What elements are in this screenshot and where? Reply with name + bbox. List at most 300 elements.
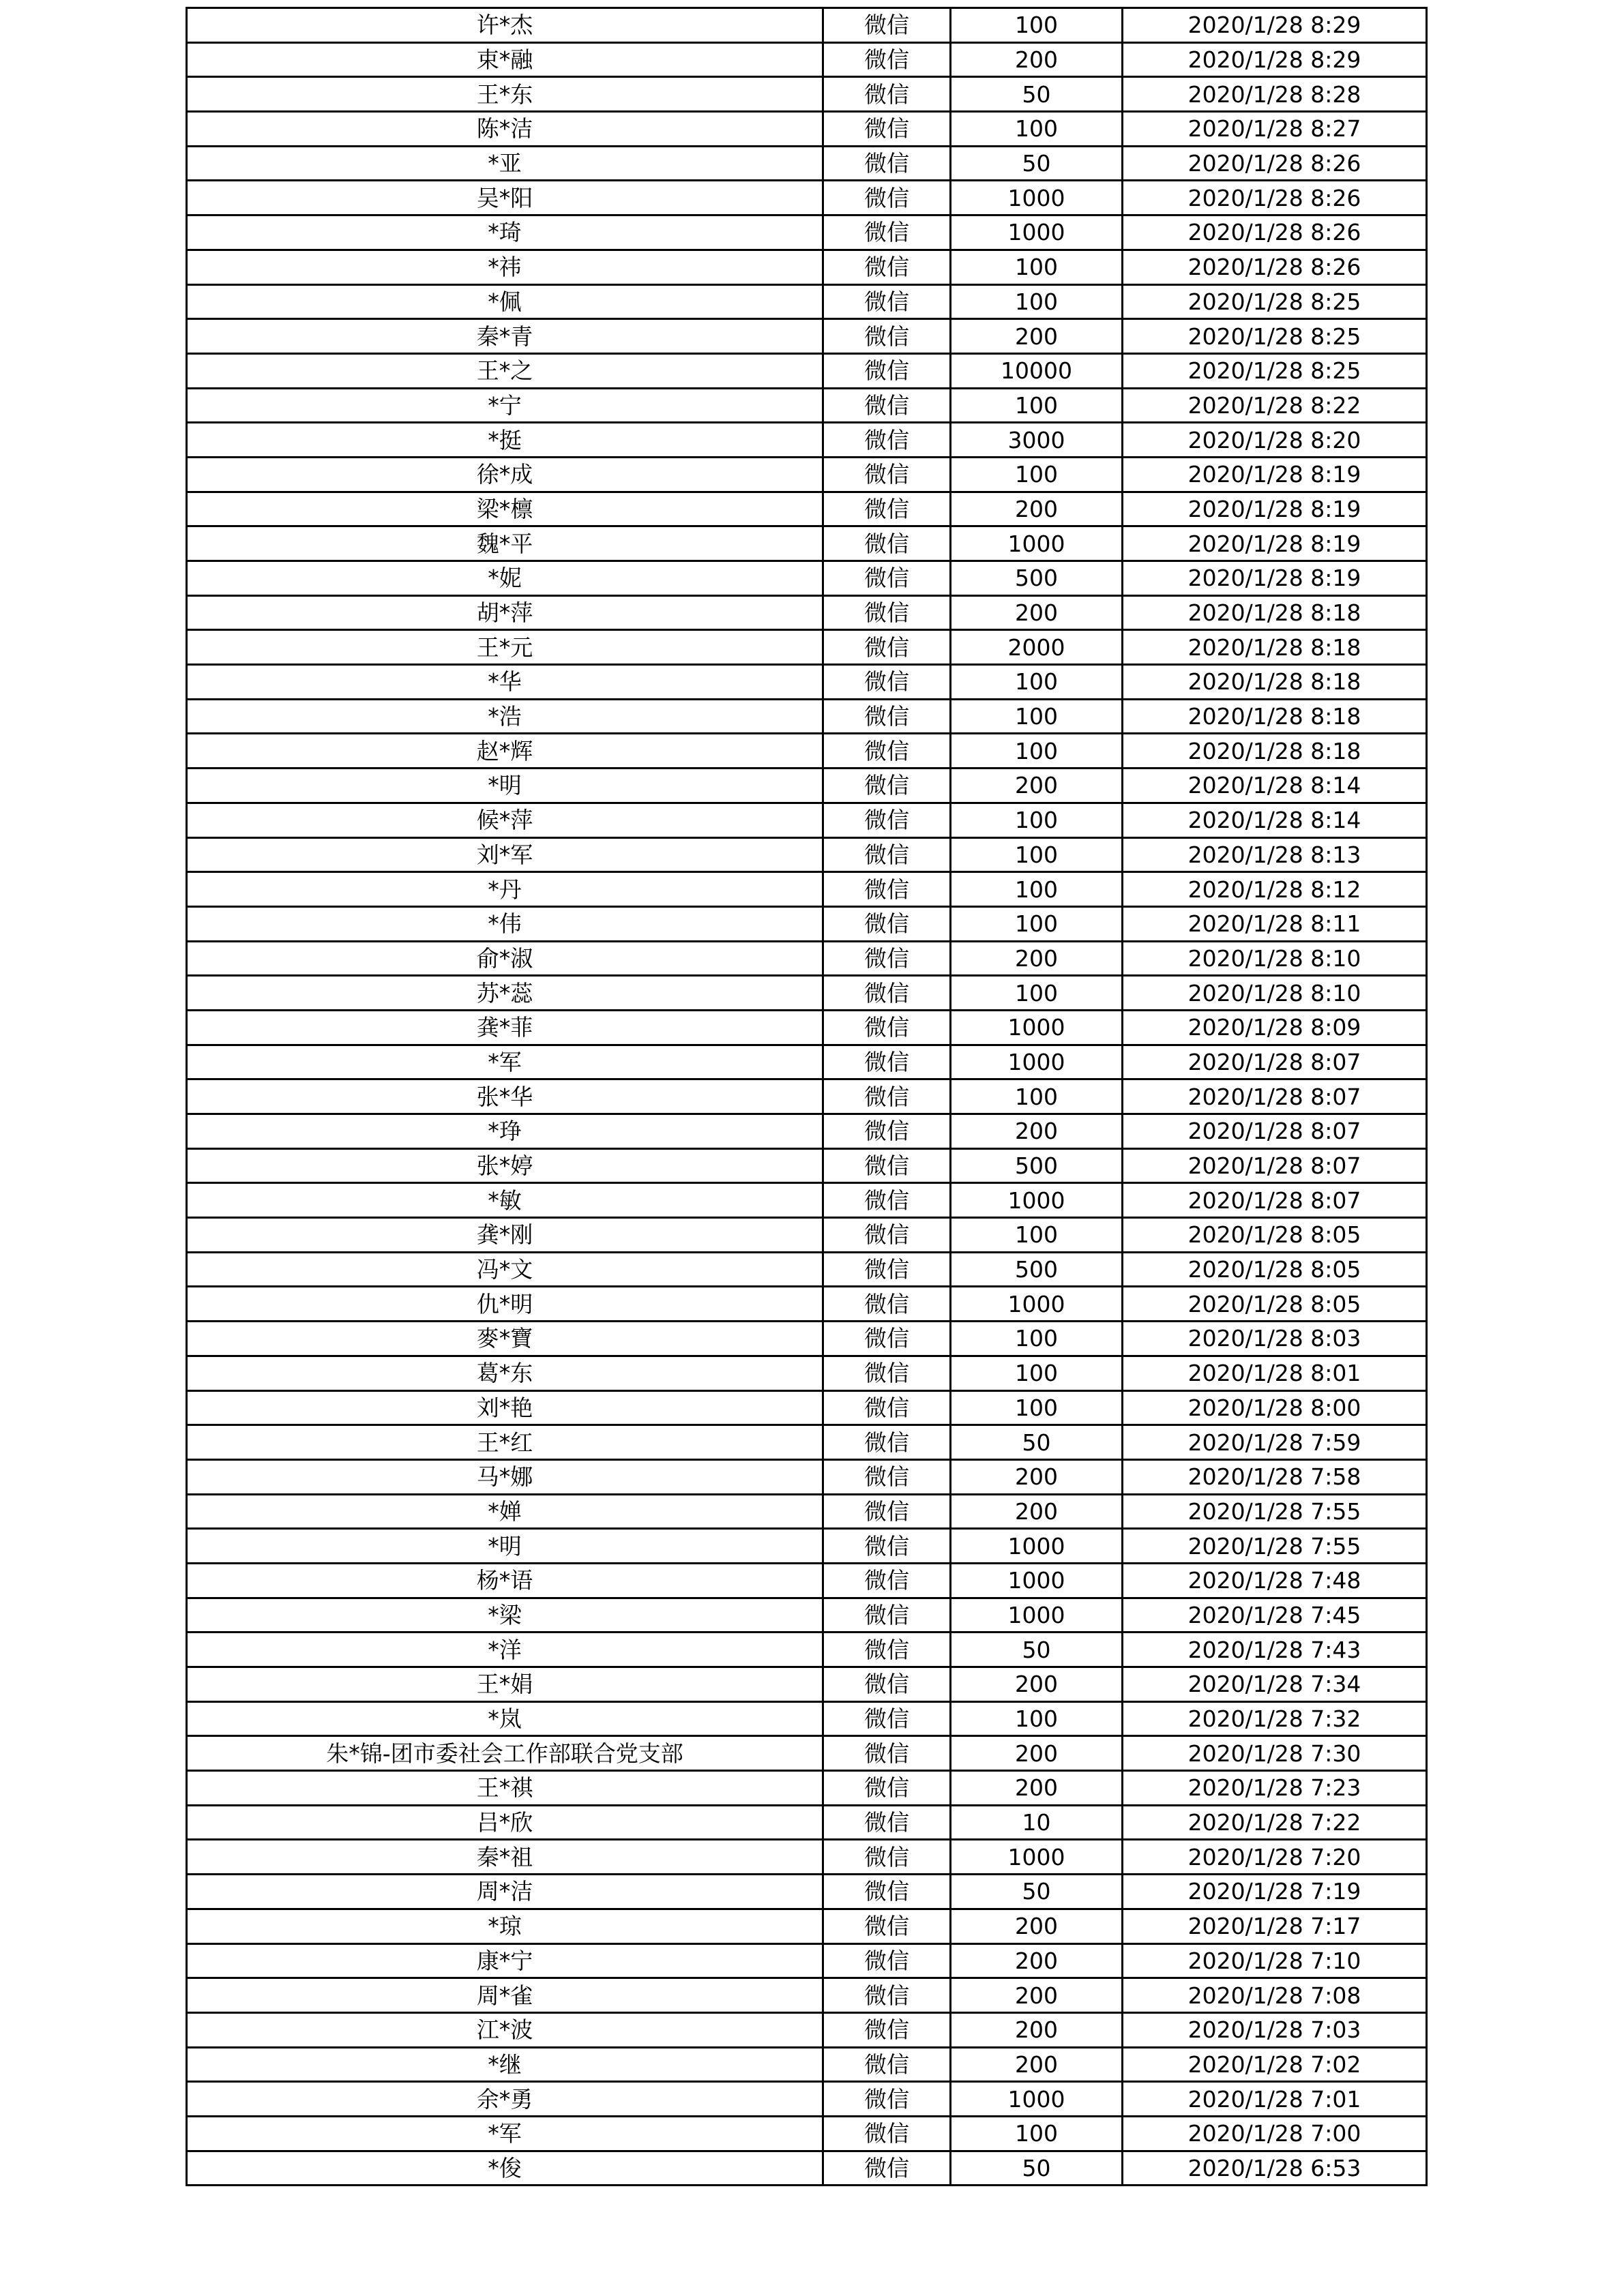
donor-name-cell: 江*波	[187, 2012, 823, 2047]
table-row	[187, 1287, 1427, 1322]
donation-time-cell: 2020/1/28 7:55	[1123, 1494, 1427, 1529]
donation-time-cell: 2020/1/28 8:05	[1123, 1218, 1427, 1253]
donor-name-cell: 胡*萍	[187, 595, 823, 630]
donor-name-cell: 王*之	[187, 353, 823, 388]
table-row	[187, 837, 1427, 872]
table-row	[187, 1494, 1427, 1529]
donation-rows	[187, 8, 1427, 2186]
table-row	[187, 1322, 1427, 1356]
donation-time-cell: 2020/1/28 7:08	[1123, 1978, 1427, 2013]
amount-cell: 100	[951, 1390, 1123, 1425]
donation-time-cell: 2020/1/28 7:22	[1123, 1805, 1427, 1840]
table-row	[187, 42, 1427, 77]
amount-cell: 200	[951, 1114, 1123, 1149]
payment-channel-cell: 微信	[823, 1667, 951, 1702]
payment-channel-cell: 微信	[823, 837, 951, 872]
donor-name-cell: 仇*明	[187, 1287, 823, 1322]
payment-channel-cell: 微信	[823, 1943, 951, 1978]
donor-name-cell: *挺	[187, 423, 823, 458]
donor-name-cell: *宁	[187, 388, 823, 423]
table-row	[187, 699, 1427, 734]
donor-name-cell: 刘*军	[187, 837, 823, 872]
table-row	[187, 1805, 1427, 1840]
amount-cell: 100	[951, 1079, 1123, 1114]
donation-time-cell: 2020/1/28 8:05	[1123, 1287, 1427, 1322]
amount-cell: 1000	[951, 1529, 1123, 1564]
payment-channel-cell: 微信	[823, 1736, 951, 1771]
amount-cell: 100	[951, 976, 1123, 1011]
payment-channel-cell: 微信	[823, 906, 951, 941]
table-row	[187, 1390, 1427, 1425]
donor-name-cell: 杨*语	[187, 1563, 823, 1598]
table-row	[187, 1840, 1427, 1875]
donor-name-cell: 许*杰	[187, 8, 823, 43]
amount-cell: 100	[951, 250, 1123, 284]
donation-time-cell: 2020/1/28 7:01	[1123, 2082, 1427, 2117]
donor-name-cell: 王*元	[187, 630, 823, 665]
table-row	[187, 1425, 1427, 1460]
table-row	[187, 423, 1427, 458]
donor-name-cell: 候*萍	[187, 803, 823, 837]
donation-time-cell: 2020/1/28 8:12	[1123, 872, 1427, 907]
payment-channel-cell: 微信	[823, 2116, 951, 2151]
amount-cell: 200	[951, 1667, 1123, 1702]
amount-cell: 1000	[951, 1010, 1123, 1045]
donation-time-cell: 2020/1/28 8:28	[1123, 77, 1427, 112]
payment-channel-cell: 微信	[823, 769, 951, 803]
payment-channel-cell: 微信	[823, 1701, 951, 1736]
table-row	[187, 215, 1427, 250]
amount-cell: 100	[951, 457, 1123, 492]
donation-time-cell: 2020/1/28 7:58	[1123, 1459, 1427, 1494]
amount-cell: 100	[951, 388, 1123, 423]
payment-channel-cell: 微信	[823, 2082, 951, 2117]
donor-name-cell: *梁	[187, 1598, 823, 1632]
payment-channel-cell: 微信	[823, 1840, 951, 1875]
table-row	[187, 526, 1427, 561]
payment-channel-cell: 微信	[823, 1010, 951, 1045]
donation-time-cell: 2020/1/28 8:27	[1123, 112, 1427, 147]
payment-channel-cell: 微信	[823, 872, 951, 907]
amount-cell: 500	[951, 1252, 1123, 1287]
donor-name-cell: 周*洁	[187, 1875, 823, 1909]
payment-channel-cell: 微信	[823, 1529, 951, 1564]
payment-channel-cell: 微信	[823, 665, 951, 700]
payment-channel-cell: 微信	[823, 2047, 951, 2082]
donation-time-cell: 2020/1/28 8:10	[1123, 976, 1427, 1011]
amount-cell: 100	[951, 665, 1123, 700]
payment-channel-cell: 微信	[823, 112, 951, 147]
payment-channel-cell: 微信	[823, 595, 951, 630]
donation-time-cell: 2020/1/28 7:17	[1123, 1909, 1427, 1943]
amount-cell: 100	[951, 1356, 1123, 1390]
table-row	[187, 388, 1427, 423]
donation-time-cell: 2020/1/28 8:26	[1123, 146, 1427, 181]
payment-channel-cell: 微信	[823, 1183, 951, 1218]
amount-cell: 100	[951, 1701, 1123, 1736]
donation-time-cell: 2020/1/28 8:09	[1123, 1010, 1427, 1045]
table-row	[187, 1736, 1427, 1771]
amount-cell: 200	[951, 42, 1123, 77]
payment-channel-cell: 微信	[823, 1632, 951, 1667]
donation-time-cell: 2020/1/28 8:18	[1123, 595, 1427, 630]
payment-channel-cell: 微信	[823, 181, 951, 215]
table-row	[187, 1771, 1427, 1806]
donation-time-cell: 2020/1/28 8:29	[1123, 42, 1427, 77]
donation-time-cell: 2020/1/28 8:01	[1123, 1356, 1427, 1390]
amount-cell: 100	[951, 803, 1123, 837]
payment-channel-cell: 微信	[823, 1079, 951, 1114]
payment-channel-cell: 微信	[823, 1909, 951, 1943]
donation-time-cell: 2020/1/28 8:14	[1123, 769, 1427, 803]
donor-name-cell: 周*雀	[187, 1978, 823, 2013]
payment-channel-cell: 微信	[823, 457, 951, 492]
table-row	[187, 1978, 1427, 2013]
table-row	[187, 561, 1427, 596]
donor-name-cell: 苏*蕊	[187, 976, 823, 1011]
table-row	[187, 1010, 1427, 1045]
table-row	[187, 457, 1427, 492]
payment-channel-cell: 微信	[823, 1978, 951, 2013]
payment-channel-cell: 微信	[823, 1218, 951, 1253]
amount-cell: 1000	[951, 1183, 1123, 1218]
payment-channel-cell: 微信	[823, 284, 951, 319]
amount-cell: 1000	[951, 1287, 1123, 1322]
donation-table	[186, 7, 1428, 2186]
donation-time-cell: 2020/1/28 8:25	[1123, 319, 1427, 354]
amount-cell: 100	[951, 699, 1123, 734]
amount-cell: 200	[951, 1943, 1123, 1978]
payment-channel-cell: 微信	[823, 1322, 951, 1356]
donor-name-cell: 秦*祖	[187, 1840, 823, 1875]
donation-time-cell: 2020/1/28 8:03	[1123, 1322, 1427, 1356]
donation-time-cell: 2020/1/28 8:19	[1123, 526, 1427, 561]
amount-cell: 100	[951, 837, 1123, 872]
donation-time-cell: 2020/1/28 8:20	[1123, 423, 1427, 458]
table-row	[187, 1356, 1427, 1390]
donor-name-cell: 束*融	[187, 42, 823, 77]
donor-name-cell: *琼	[187, 1909, 823, 1943]
donation-time-cell: 2020/1/28 8:18	[1123, 665, 1427, 700]
amount-cell: 1000	[951, 215, 1123, 250]
amount-cell: 1000	[951, 2082, 1123, 2117]
donation-time-cell: 2020/1/28 7:30	[1123, 1736, 1427, 1771]
donor-name-cell: 赵*辉	[187, 734, 823, 769]
payment-channel-cell: 微信	[823, 561, 951, 596]
amount-cell: 200	[951, 1494, 1123, 1529]
donation-time-cell: 2020/1/28 7:10	[1123, 1943, 1427, 1978]
amount-cell: 200	[951, 1736, 1123, 1771]
table-row	[187, 77, 1427, 112]
amount-cell: 1000	[951, 1598, 1123, 1632]
amount-cell: 50	[951, 1875, 1123, 1909]
donation-time-cell: 2020/1/28 7:19	[1123, 1875, 1427, 1909]
donor-name-cell: 王*娟	[187, 1667, 823, 1702]
table-row	[187, 2047, 1427, 2082]
payment-channel-cell: 微信	[823, 353, 951, 388]
donor-name-cell: 龚*菲	[187, 1010, 823, 1045]
amount-cell: 1000	[951, 1840, 1123, 1875]
table-row	[187, 2012, 1427, 2047]
payment-channel-cell: 微信	[823, 2012, 951, 2047]
table-row	[187, 1218, 1427, 1253]
donor-name-cell: 冯*文	[187, 1252, 823, 1287]
payment-channel-cell: 微信	[823, 492, 951, 526]
donation-time-cell: 2020/1/28 6:53	[1123, 2151, 1427, 2186]
donation-time-cell: 2020/1/28 8:18	[1123, 699, 1427, 734]
donation-time-cell: 2020/1/28 8:19	[1123, 561, 1427, 596]
donation-time-cell: 2020/1/28 8:29	[1123, 8, 1427, 43]
table-row	[187, 112, 1427, 147]
donor-name-cell: 吕*欣	[187, 1805, 823, 1840]
amount-cell: 200	[951, 941, 1123, 976]
payment-channel-cell: 微信	[823, 1875, 951, 1909]
donation-time-cell: 2020/1/28 8:07	[1123, 1114, 1427, 1149]
table-row	[187, 1079, 1427, 1114]
donation-time-cell: 2020/1/28 8:25	[1123, 284, 1427, 319]
donor-name-cell: *佩	[187, 284, 823, 319]
table-row	[187, 906, 1427, 941]
donor-name-cell: *伟	[187, 906, 823, 941]
table-row	[187, 181, 1427, 215]
donor-name-cell: 秦*青	[187, 319, 823, 354]
donor-name-cell: *丹	[187, 872, 823, 907]
donation-time-cell: 2020/1/28 8:18	[1123, 734, 1427, 769]
table-row	[187, 1598, 1427, 1632]
donation-time-cell: 2020/1/28 7:34	[1123, 1667, 1427, 1702]
table-row	[187, 769, 1427, 803]
donor-name-cell: *敏	[187, 1183, 823, 1218]
table-row	[187, 492, 1427, 526]
table-row	[187, 1632, 1427, 1667]
table-row	[187, 665, 1427, 700]
amount-cell: 100	[951, 2116, 1123, 2151]
donation-time-cell: 2020/1/28 7:32	[1123, 1701, 1427, 1736]
donor-name-cell: 马*娜	[187, 1459, 823, 1494]
donation-time-cell: 2020/1/28 7:55	[1123, 1529, 1427, 1564]
amount-cell: 1000	[951, 526, 1123, 561]
donor-name-cell: 王*东	[187, 77, 823, 112]
amount-cell: 10	[951, 1805, 1123, 1840]
donor-name-cell: 葛*东	[187, 1356, 823, 1390]
donor-name-cell: 康*宁	[187, 1943, 823, 1978]
table-row	[187, 319, 1427, 354]
payment-channel-cell: 微信	[823, 423, 951, 458]
donation-time-cell: 2020/1/28 8:18	[1123, 630, 1427, 665]
table-row	[187, 146, 1427, 181]
payment-channel-cell: 微信	[823, 42, 951, 77]
donor-name-cell: *浩	[187, 699, 823, 734]
donation-time-cell: 2020/1/28 8:22	[1123, 388, 1427, 423]
amount-cell: 1000	[951, 181, 1123, 215]
amount-cell: 100	[951, 284, 1123, 319]
payment-channel-cell: 微信	[823, 1563, 951, 1598]
payment-channel-cell: 微信	[823, 1598, 951, 1632]
table-row	[187, 1563, 1427, 1598]
amount-cell: 50	[951, 1632, 1123, 1667]
amount-cell: 50	[951, 146, 1123, 181]
donor-name-cell: *洋	[187, 1632, 823, 1667]
amount-cell: 200	[951, 1459, 1123, 1494]
payment-channel-cell: 微信	[823, 319, 951, 354]
amount-cell: 3000	[951, 423, 1123, 458]
amount-cell: 200	[951, 1909, 1123, 1943]
donation-time-cell: 2020/1/28 8:07	[1123, 1148, 1427, 1183]
donor-name-cell: 吴*阳	[187, 181, 823, 215]
table-row	[187, 872, 1427, 907]
amount-cell: 200	[951, 492, 1123, 526]
donor-name-cell: *军	[187, 2116, 823, 2151]
donation-time-cell: 2020/1/28 7:23	[1123, 1771, 1427, 1806]
payment-channel-cell: 微信	[823, 1805, 951, 1840]
amount-cell: 100	[951, 872, 1123, 907]
amount-cell: 50	[951, 2151, 1123, 2186]
donor-name-cell: *明	[187, 769, 823, 803]
payment-channel-cell: 微信	[823, 388, 951, 423]
table-row	[187, 1459, 1427, 1494]
amount-cell: 200	[951, 1771, 1123, 1806]
donor-name-cell: *岚	[187, 1701, 823, 1736]
amount-cell: 200	[951, 769, 1123, 803]
amount-cell: 50	[951, 77, 1123, 112]
payment-channel-cell: 微信	[823, 1045, 951, 1079]
payment-channel-cell: 微信	[823, 630, 951, 665]
donor-name-cell: 龚*刚	[187, 1218, 823, 1253]
table-row	[187, 595, 1427, 630]
amount-cell: 200	[951, 2012, 1123, 2047]
donation-time-cell: 2020/1/28 8:07	[1123, 1079, 1427, 1114]
donation-time-cell: 2020/1/28 7:03	[1123, 2012, 1427, 2047]
donor-name-cell: 魏*平	[187, 526, 823, 561]
amount-cell: 1000	[951, 1045, 1123, 1079]
donor-name-cell: 王*红	[187, 1425, 823, 1460]
table-row	[187, 1909, 1427, 1943]
donor-name-cell: 王*祺	[187, 1771, 823, 1806]
amount-cell: 200	[951, 319, 1123, 354]
donor-name-cell: 陈*洁	[187, 112, 823, 147]
table-row	[187, 1148, 1427, 1183]
payment-channel-cell: 微信	[823, 8, 951, 43]
payment-channel-cell: 微信	[823, 250, 951, 284]
table-row	[187, 1667, 1427, 1702]
amount-cell: 200	[951, 1978, 1123, 2013]
table-row	[187, 1183, 1427, 1218]
donation-time-cell: 2020/1/28 8:19	[1123, 457, 1427, 492]
donor-name-cell: *俊	[187, 2151, 823, 2186]
table-row	[187, 941, 1427, 976]
amount-cell: 2000	[951, 630, 1123, 665]
donation-time-cell: 2020/1/28 8:19	[1123, 492, 1427, 526]
donation-time-cell: 2020/1/28 8:13	[1123, 837, 1427, 872]
table-row	[187, 8, 1427, 43]
table-row	[187, 1529, 1427, 1564]
donor-name-cell: *华	[187, 665, 823, 700]
donor-name-cell: 朱*锦-团市委社会工作部联合党支部	[187, 1736, 823, 1771]
donor-name-cell: 俞*淑	[187, 941, 823, 976]
donor-name-cell: *琤	[187, 1114, 823, 1149]
table-row	[187, 1701, 1427, 1736]
table-row	[187, 284, 1427, 319]
table-row	[187, 734, 1427, 769]
payment-channel-cell: 微信	[823, 1148, 951, 1183]
amount-cell: 50	[951, 1425, 1123, 1460]
payment-channel-cell: 微信	[823, 803, 951, 837]
table-row	[187, 630, 1427, 665]
donation-time-cell: 2020/1/28 8:14	[1123, 803, 1427, 837]
donor-name-cell: *妮	[187, 561, 823, 596]
payment-channel-cell: 微信	[823, 1356, 951, 1390]
payment-channel-cell: 微信	[823, 1390, 951, 1425]
table-row	[187, 1114, 1427, 1149]
donation-time-cell: 2020/1/28 8:11	[1123, 906, 1427, 941]
donation-time-cell: 2020/1/28 7:59	[1123, 1425, 1427, 1460]
payment-channel-cell: 微信	[823, 699, 951, 734]
amount-cell: 100	[951, 1218, 1123, 1253]
donor-name-cell: 梁*檩	[187, 492, 823, 526]
donation-time-cell: 2020/1/28 8:10	[1123, 941, 1427, 976]
donation-sheet	[186, 7, 1426, 2186]
donor-name-cell: 麥*寶	[187, 1322, 823, 1356]
table-row	[187, 803, 1427, 837]
donation-time-cell: 2020/1/28 8:26	[1123, 215, 1427, 250]
donation-time-cell: 2020/1/28 7:00	[1123, 2116, 1427, 2151]
donation-time-cell: 2020/1/28 8:00	[1123, 1390, 1427, 1425]
payment-channel-cell: 微信	[823, 1287, 951, 1322]
donation-time-cell: 2020/1/28 7:45	[1123, 1598, 1427, 1632]
donation-time-cell: 2020/1/28 8:05	[1123, 1252, 1427, 1287]
payment-channel-cell: 微信	[823, 77, 951, 112]
payment-channel-cell: 微信	[823, 526, 951, 561]
payment-channel-cell: 微信	[823, 215, 951, 250]
table-row	[187, 250, 1427, 284]
donation-time-cell: 2020/1/28 7:20	[1123, 1840, 1427, 1875]
table-row	[187, 1045, 1427, 1079]
donor-name-cell: *祎	[187, 250, 823, 284]
donation-time-cell: 2020/1/28 8:07	[1123, 1183, 1427, 1218]
amount-cell: 100	[951, 8, 1123, 43]
payment-channel-cell: 微信	[823, 146, 951, 181]
table-row	[187, 1875, 1427, 1909]
donor-name-cell: *亚	[187, 146, 823, 181]
table-row	[187, 2082, 1427, 2117]
payment-channel-cell: 微信	[823, 1252, 951, 1287]
amount-cell: 100	[951, 112, 1123, 147]
amount-cell: 200	[951, 2047, 1123, 2082]
table-row	[187, 1252, 1427, 1287]
donor-name-cell: 张*婷	[187, 1148, 823, 1183]
donor-name-cell: *琦	[187, 215, 823, 250]
donation-time-cell: 2020/1/28 8:26	[1123, 181, 1427, 215]
amount-cell: 500	[951, 1148, 1123, 1183]
payment-channel-cell: 微信	[823, 1459, 951, 1494]
donor-name-cell: 余*勇	[187, 2082, 823, 2117]
payment-channel-cell: 微信	[823, 941, 951, 976]
donation-time-cell: 2020/1/28 8:26	[1123, 250, 1427, 284]
amount-cell: 100	[951, 734, 1123, 769]
payment-channel-cell: 微信	[823, 976, 951, 1011]
donation-time-cell: 2020/1/28 7:43	[1123, 1632, 1427, 1667]
donor-name-cell: *婵	[187, 1494, 823, 1529]
amount-cell: 10000	[951, 353, 1123, 388]
donor-name-cell: 徐*成	[187, 457, 823, 492]
amount-cell: 200	[951, 595, 1123, 630]
table-row	[187, 353, 1427, 388]
donor-name-cell: *继	[187, 2047, 823, 2082]
payment-channel-cell: 微信	[823, 2151, 951, 2186]
payment-channel-cell: 微信	[823, 1771, 951, 1806]
table-row	[187, 2116, 1427, 2151]
payment-channel-cell: 微信	[823, 1494, 951, 1529]
